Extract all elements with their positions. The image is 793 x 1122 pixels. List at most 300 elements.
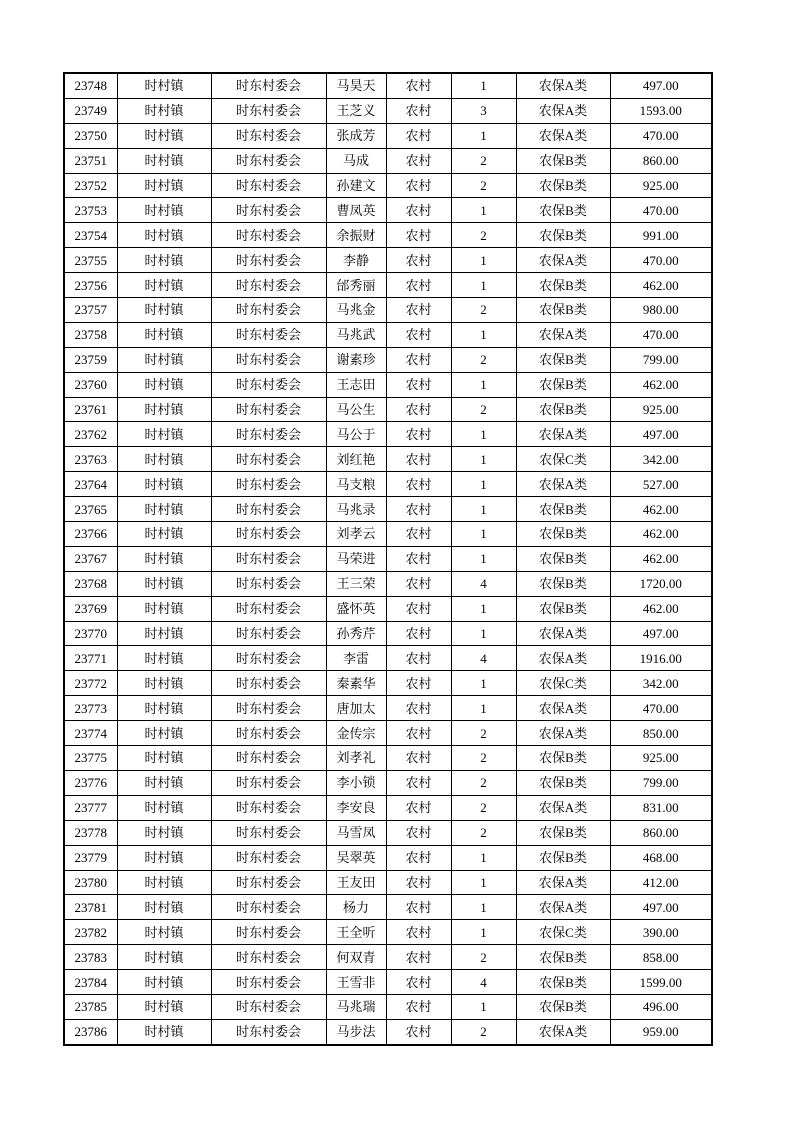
cell-residence-type: 农村 bbox=[386, 845, 451, 870]
table-row bbox=[64, 546, 712, 571]
cell-residence-type: 农村 bbox=[386, 994, 451, 1019]
cell-serial-number: 23762 bbox=[64, 422, 117, 447]
cell-amount: 342.00 bbox=[610, 447, 712, 472]
cell-village-committee: 时东村委会 bbox=[211, 970, 326, 995]
cell-person-count: 1 bbox=[451, 546, 516, 571]
cell-amount: 497.00 bbox=[610, 895, 712, 920]
cell-person-name: 马成 bbox=[326, 148, 386, 173]
cell-amount: 462.00 bbox=[610, 596, 712, 621]
cell-person-count: 1 bbox=[451, 273, 516, 298]
cell-person-name: 马公于 bbox=[326, 422, 386, 447]
cell-village-committee: 时东村委会 bbox=[211, 746, 326, 771]
cell-town: 时村镇 bbox=[117, 795, 211, 820]
cell-insurance-category: 农保B类 bbox=[516, 820, 610, 845]
table-row bbox=[64, 522, 712, 547]
cell-amount: 959.00 bbox=[610, 1019, 712, 1044]
cell-insurance-category: 农保A类 bbox=[516, 248, 610, 273]
cell-amount: 497.00 bbox=[610, 422, 712, 447]
cell-village-committee: 时东村委会 bbox=[211, 397, 326, 422]
cell-insurance-category: 农保B类 bbox=[516, 571, 610, 596]
cell-residence-type: 农村 bbox=[386, 546, 451, 571]
cell-village-committee: 时东村委会 bbox=[211, 895, 326, 920]
cell-person-count: 4 bbox=[451, 970, 516, 995]
cell-insurance-category: 农保B类 bbox=[516, 198, 610, 223]
cell-insurance-category: 农保A类 bbox=[516, 422, 610, 447]
cell-serial-number: 23749 bbox=[64, 98, 117, 123]
cell-insurance-category: 农保A类 bbox=[516, 696, 610, 721]
table-row bbox=[64, 895, 712, 920]
cell-person-name: 金传宗 bbox=[326, 721, 386, 746]
cell-village-committee: 时东村委会 bbox=[211, 422, 326, 447]
cell-person-count: 1 bbox=[451, 322, 516, 347]
cell-village-committee: 时东村委会 bbox=[211, 123, 326, 148]
cell-amount: 925.00 bbox=[610, 397, 712, 422]
table-row bbox=[64, 870, 712, 895]
cell-insurance-category: 农保B类 bbox=[516, 173, 610, 198]
cell-person-count: 1 bbox=[451, 870, 516, 895]
cell-person-count: 1 bbox=[451, 895, 516, 920]
cell-residence-type: 农村 bbox=[386, 895, 451, 920]
cell-village-committee: 时东村委会 bbox=[211, 721, 326, 746]
cell-town: 时村镇 bbox=[117, 671, 211, 696]
cell-insurance-category: 农保B类 bbox=[516, 970, 610, 995]
cell-amount: 1720.00 bbox=[610, 571, 712, 596]
cell-village-committee: 时东村委会 bbox=[211, 472, 326, 497]
cell-town: 时村镇 bbox=[117, 123, 211, 148]
cell-amount: 858.00 bbox=[610, 945, 712, 970]
cell-village-committee: 时东村委会 bbox=[211, 571, 326, 596]
cell-residence-type: 农村 bbox=[386, 970, 451, 995]
cell-residence-type: 农村 bbox=[386, 298, 451, 323]
table-row bbox=[64, 945, 712, 970]
cell-person-count: 2 bbox=[451, 721, 516, 746]
cell-town: 时村镇 bbox=[117, 945, 211, 970]
cell-residence-type: 农村 bbox=[386, 820, 451, 845]
cell-residence-type: 农村 bbox=[386, 123, 451, 148]
cell-town: 时村镇 bbox=[117, 198, 211, 223]
cell-town: 时村镇 bbox=[117, 472, 211, 497]
cell-town: 时村镇 bbox=[117, 73, 211, 98]
cell-residence-type: 农村 bbox=[386, 223, 451, 248]
cell-person-name: 王全听 bbox=[326, 920, 386, 945]
cell-amount: 342.00 bbox=[610, 671, 712, 696]
table-row bbox=[64, 273, 712, 298]
table-row bbox=[64, 372, 712, 397]
table-row bbox=[64, 721, 712, 746]
cell-residence-type: 农村 bbox=[386, 73, 451, 98]
cell-insurance-category: 农保A类 bbox=[516, 123, 610, 148]
cell-person-count: 2 bbox=[451, 746, 516, 771]
cell-amount: 496.00 bbox=[610, 994, 712, 1019]
cell-village-committee: 时东村委会 bbox=[211, 372, 326, 397]
cell-village-committee: 时东村委会 bbox=[211, 148, 326, 173]
cell-town: 时村镇 bbox=[117, 770, 211, 795]
cell-person-name: 马兆武 bbox=[326, 322, 386, 347]
cell-person-count: 1 bbox=[451, 248, 516, 273]
cell-person-count: 2 bbox=[451, 820, 516, 845]
cell-town: 时村镇 bbox=[117, 422, 211, 447]
cell-person-count: 1 bbox=[451, 497, 516, 522]
cell-amount: 470.00 bbox=[610, 696, 712, 721]
cell-person-count: 1 bbox=[451, 522, 516, 547]
cell-amount: 462.00 bbox=[610, 273, 712, 298]
cell-village-committee: 时东村委会 bbox=[211, 273, 326, 298]
cell-amount: 462.00 bbox=[610, 372, 712, 397]
cell-amount: 497.00 bbox=[610, 73, 712, 98]
cell-town: 时村镇 bbox=[117, 148, 211, 173]
cell-village-committee: 时东村委会 bbox=[211, 522, 326, 547]
cell-serial-number: 23776 bbox=[64, 770, 117, 795]
cell-person-name: 何双青 bbox=[326, 945, 386, 970]
table-row bbox=[64, 347, 712, 372]
cell-residence-type: 农村 bbox=[386, 422, 451, 447]
cell-village-committee: 时东村委会 bbox=[211, 870, 326, 895]
cell-residence-type: 农村 bbox=[386, 870, 451, 895]
cell-insurance-category: 农保C类 bbox=[516, 447, 610, 472]
cell-residence-type: 农村 bbox=[386, 447, 451, 472]
cell-insurance-category: 农保B类 bbox=[516, 546, 610, 571]
cell-person-name: 王雪非 bbox=[326, 970, 386, 995]
cell-town: 时村镇 bbox=[117, 98, 211, 123]
cell-village-committee: 时东村委会 bbox=[211, 820, 326, 845]
table-row bbox=[64, 298, 712, 323]
cell-serial-number: 23773 bbox=[64, 696, 117, 721]
cell-residence-type: 农村 bbox=[386, 646, 451, 671]
table-row bbox=[64, 795, 712, 820]
cell-serial-number: 23779 bbox=[64, 845, 117, 870]
table-row bbox=[64, 596, 712, 621]
cell-person-count: 1 bbox=[451, 422, 516, 447]
table-row bbox=[64, 173, 712, 198]
cell-town: 时村镇 bbox=[117, 522, 211, 547]
cell-village-committee: 时东村委会 bbox=[211, 945, 326, 970]
cell-town: 时村镇 bbox=[117, 621, 211, 646]
cell-person-name: 唐加太 bbox=[326, 696, 386, 721]
cell-residence-type: 农村 bbox=[386, 372, 451, 397]
table-row bbox=[64, 447, 712, 472]
cell-town: 时村镇 bbox=[117, 820, 211, 845]
cell-person-name: 马公生 bbox=[326, 397, 386, 422]
cell-person-count: 2 bbox=[451, 397, 516, 422]
cell-insurance-category: 农保B类 bbox=[516, 372, 610, 397]
cell-town: 时村镇 bbox=[117, 571, 211, 596]
table-row bbox=[64, 223, 712, 248]
cell-person-name: 曹凤英 bbox=[326, 198, 386, 223]
cell-village-committee: 时东村委会 bbox=[211, 447, 326, 472]
cell-serial-number: 23782 bbox=[64, 920, 117, 945]
table-row bbox=[64, 994, 712, 1019]
cell-insurance-category: 农保B类 bbox=[516, 298, 610, 323]
cell-village-committee: 时东村委会 bbox=[211, 671, 326, 696]
cell-village-committee: 时东村委会 bbox=[211, 696, 326, 721]
cell-amount: 925.00 bbox=[610, 746, 712, 771]
cell-insurance-category: 农保B类 bbox=[516, 148, 610, 173]
cell-serial-number: 23784 bbox=[64, 970, 117, 995]
cell-person-name: 盛怀英 bbox=[326, 596, 386, 621]
cell-town: 时村镇 bbox=[117, 970, 211, 995]
cell-serial-number: 23783 bbox=[64, 945, 117, 970]
cell-person-name: 吴翠英 bbox=[326, 845, 386, 870]
cell-serial-number: 23756 bbox=[64, 273, 117, 298]
table-row bbox=[64, 696, 712, 721]
cell-town: 时村镇 bbox=[117, 273, 211, 298]
table-row bbox=[64, 472, 712, 497]
table-row bbox=[64, 248, 712, 273]
cell-residence-type: 农村 bbox=[386, 721, 451, 746]
cell-residence-type: 农村 bbox=[386, 920, 451, 945]
payment-roster-table bbox=[63, 72, 713, 1046]
cell-amount: 527.00 bbox=[610, 472, 712, 497]
cell-serial-number: 23758 bbox=[64, 322, 117, 347]
cell-village-committee: 时东村委会 bbox=[211, 845, 326, 870]
cell-person-count: 3 bbox=[451, 98, 516, 123]
table-row bbox=[64, 422, 712, 447]
cell-residence-type: 农村 bbox=[386, 671, 451, 696]
cell-person-name: 刘红艳 bbox=[326, 447, 386, 472]
cell-person-count: 1 bbox=[451, 372, 516, 397]
cell-amount: 462.00 bbox=[610, 546, 712, 571]
cell-amount: 1916.00 bbox=[610, 646, 712, 671]
cell-town: 时村镇 bbox=[117, 696, 211, 721]
cell-village-committee: 时东村委会 bbox=[211, 920, 326, 945]
cell-village-committee: 时东村委会 bbox=[211, 621, 326, 646]
cell-insurance-category: 农保A类 bbox=[516, 73, 610, 98]
table-row bbox=[64, 845, 712, 870]
cell-residence-type: 农村 bbox=[386, 322, 451, 347]
cell-amount: 799.00 bbox=[610, 770, 712, 795]
cell-residence-type: 农村 bbox=[386, 621, 451, 646]
table-row bbox=[64, 920, 712, 945]
cell-residence-type: 农村 bbox=[386, 173, 451, 198]
cell-person-count: 1 bbox=[451, 123, 516, 148]
cell-serial-number: 23781 bbox=[64, 895, 117, 920]
table-row bbox=[64, 322, 712, 347]
cell-residence-type: 农村 bbox=[386, 98, 451, 123]
cell-village-committee: 时东村委会 bbox=[211, 223, 326, 248]
cell-serial-number: 23774 bbox=[64, 721, 117, 746]
cell-amount: 470.00 bbox=[610, 123, 712, 148]
cell-serial-number: 23761 bbox=[64, 397, 117, 422]
cell-person-count: 4 bbox=[451, 571, 516, 596]
cell-person-count: 4 bbox=[451, 646, 516, 671]
cell-person-name: 孙建文 bbox=[326, 173, 386, 198]
cell-insurance-category: 农保B类 bbox=[516, 273, 610, 298]
cell-serial-number: 23750 bbox=[64, 123, 117, 148]
cell-village-committee: 时东村委会 bbox=[211, 347, 326, 372]
cell-insurance-category: 农保B类 bbox=[516, 347, 610, 372]
cell-town: 时村镇 bbox=[117, 596, 211, 621]
cell-serial-number: 23751 bbox=[64, 148, 117, 173]
cell-serial-number: 23754 bbox=[64, 223, 117, 248]
cell-person-name: 刘孝云 bbox=[326, 522, 386, 547]
cell-residence-type: 农村 bbox=[386, 347, 451, 372]
cell-serial-number: 23770 bbox=[64, 621, 117, 646]
cell-person-name: 余振财 bbox=[326, 223, 386, 248]
cell-insurance-category: 农保B类 bbox=[516, 945, 610, 970]
cell-person-count: 2 bbox=[451, 223, 516, 248]
cell-town: 时村镇 bbox=[117, 870, 211, 895]
cell-amount: 462.00 bbox=[610, 497, 712, 522]
cell-person-count: 2 bbox=[451, 1019, 516, 1044]
cell-amount: 470.00 bbox=[610, 198, 712, 223]
cell-amount: 1593.00 bbox=[610, 98, 712, 123]
cell-serial-number: 23777 bbox=[64, 795, 117, 820]
cell-amount: 462.00 bbox=[610, 522, 712, 547]
table-row bbox=[64, 123, 712, 148]
cell-village-committee: 时东村委会 bbox=[211, 198, 326, 223]
cell-serial-number: 23763 bbox=[64, 447, 117, 472]
cell-residence-type: 农村 bbox=[386, 148, 451, 173]
cell-person-count: 2 bbox=[451, 795, 516, 820]
table-row bbox=[64, 646, 712, 671]
cell-person-count: 1 bbox=[451, 73, 516, 98]
cell-amount: 980.00 bbox=[610, 298, 712, 323]
cell-person-count: 1 bbox=[451, 596, 516, 621]
cell-serial-number: 23785 bbox=[64, 994, 117, 1019]
cell-serial-number: 23778 bbox=[64, 820, 117, 845]
cell-residence-type: 农村 bbox=[386, 522, 451, 547]
cell-town: 时村镇 bbox=[117, 546, 211, 571]
table-row bbox=[64, 571, 712, 596]
cell-residence-type: 农村 bbox=[386, 1019, 451, 1044]
cell-person-count: 1 bbox=[451, 447, 516, 472]
cell-town: 时村镇 bbox=[117, 298, 211, 323]
table-row bbox=[64, 198, 712, 223]
cell-insurance-category: 农保B类 bbox=[516, 397, 610, 422]
cell-person-name: 孙秀芹 bbox=[326, 621, 386, 646]
cell-village-committee: 时东村委会 bbox=[211, 1019, 326, 1044]
cell-amount: 412.00 bbox=[610, 870, 712, 895]
cell-residence-type: 农村 bbox=[386, 273, 451, 298]
cell-person-name: 马昊天 bbox=[326, 73, 386, 98]
cell-person-name: 马雪凤 bbox=[326, 820, 386, 845]
cell-residence-type: 农村 bbox=[386, 596, 451, 621]
cell-amount: 850.00 bbox=[610, 721, 712, 746]
cell-serial-number: 23752 bbox=[64, 173, 117, 198]
cell-person-count: 1 bbox=[451, 621, 516, 646]
cell-person-count: 1 bbox=[451, 198, 516, 223]
cell-insurance-category: 农保B类 bbox=[516, 746, 610, 771]
cell-amount: 390.00 bbox=[610, 920, 712, 945]
cell-person-name: 马兆瑞 bbox=[326, 994, 386, 1019]
cell-village-committee: 时东村委会 bbox=[211, 322, 326, 347]
cell-person-name: 王三荣 bbox=[326, 571, 386, 596]
table-row bbox=[64, 397, 712, 422]
cell-person-count: 1 bbox=[451, 845, 516, 870]
table-row bbox=[64, 671, 712, 696]
cell-person-name: 马兆录 bbox=[326, 497, 386, 522]
cell-serial-number: 23757 bbox=[64, 298, 117, 323]
cell-person-count: 2 bbox=[451, 770, 516, 795]
cell-insurance-category: 农保B类 bbox=[516, 522, 610, 547]
cell-town: 时村镇 bbox=[117, 173, 211, 198]
cell-serial-number: 23780 bbox=[64, 870, 117, 895]
cell-insurance-category: 农保A类 bbox=[516, 646, 610, 671]
cell-town: 时村镇 bbox=[117, 646, 211, 671]
cell-amount: 470.00 bbox=[610, 322, 712, 347]
cell-residence-type: 农村 bbox=[386, 248, 451, 273]
cell-person-count: 1 bbox=[451, 994, 516, 1019]
cell-person-name: 张成芳 bbox=[326, 123, 386, 148]
cell-town: 时村镇 bbox=[117, 223, 211, 248]
cell-insurance-category: 农保A类 bbox=[516, 870, 610, 895]
cell-residence-type: 农村 bbox=[386, 770, 451, 795]
cell-residence-type: 农村 bbox=[386, 795, 451, 820]
cell-serial-number: 23766 bbox=[64, 522, 117, 547]
cell-person-name: 李小锁 bbox=[326, 770, 386, 795]
table-row bbox=[64, 148, 712, 173]
cell-person-count: 1 bbox=[451, 696, 516, 721]
cell-town: 时村镇 bbox=[117, 347, 211, 372]
cell-insurance-category: 农保B类 bbox=[516, 770, 610, 795]
cell-person-count: 1 bbox=[451, 472, 516, 497]
cell-amount: 497.00 bbox=[610, 621, 712, 646]
cell-serial-number: 23760 bbox=[64, 372, 117, 397]
table-row bbox=[64, 970, 712, 995]
cell-person-name: 李静 bbox=[326, 248, 386, 273]
cell-person-name: 谢素珍 bbox=[326, 347, 386, 372]
cell-insurance-category: 农保A类 bbox=[516, 472, 610, 497]
cell-serial-number: 23772 bbox=[64, 671, 117, 696]
cell-town: 时村镇 bbox=[117, 746, 211, 771]
cell-serial-number: 23769 bbox=[64, 596, 117, 621]
cell-residence-type: 农村 bbox=[386, 746, 451, 771]
cell-person-count: 1 bbox=[451, 920, 516, 945]
table-row bbox=[64, 770, 712, 795]
cell-person-count: 2 bbox=[451, 298, 516, 323]
cell-insurance-category: 农保B类 bbox=[516, 497, 610, 522]
cell-village-committee: 时东村委会 bbox=[211, 73, 326, 98]
cell-village-committee: 时东村委会 bbox=[211, 98, 326, 123]
cell-residence-type: 农村 bbox=[386, 497, 451, 522]
cell-person-name: 王志田 bbox=[326, 372, 386, 397]
cell-village-committee: 时东村委会 bbox=[211, 248, 326, 273]
cell-serial-number: 23753 bbox=[64, 198, 117, 223]
cell-insurance-category: 农保A类 bbox=[516, 795, 610, 820]
cell-village-committee: 时东村委会 bbox=[211, 497, 326, 522]
cell-town: 时村镇 bbox=[117, 322, 211, 347]
cell-insurance-category: 农保C类 bbox=[516, 920, 610, 945]
cell-town: 时村镇 bbox=[117, 920, 211, 945]
cell-town: 时村镇 bbox=[117, 994, 211, 1019]
cell-person-name: 马荣进 bbox=[326, 546, 386, 571]
cell-village-committee: 时东村委会 bbox=[211, 795, 326, 820]
table-row bbox=[64, 98, 712, 123]
cell-town: 时村镇 bbox=[117, 447, 211, 472]
cell-insurance-category: 农保A类 bbox=[516, 322, 610, 347]
cell-person-name: 王友田 bbox=[326, 870, 386, 895]
cell-village-committee: 时东村委会 bbox=[211, 770, 326, 795]
table-row bbox=[64, 820, 712, 845]
cell-serial-number: 23759 bbox=[64, 347, 117, 372]
cell-person-count: 1 bbox=[451, 671, 516, 696]
cell-residence-type: 农村 bbox=[386, 945, 451, 970]
cell-amount: 470.00 bbox=[610, 248, 712, 273]
cell-person-name: 马兆金 bbox=[326, 298, 386, 323]
cell-person-count: 2 bbox=[451, 347, 516, 372]
cell-serial-number: 23755 bbox=[64, 248, 117, 273]
cell-person-name: 李雷 bbox=[326, 646, 386, 671]
cell-town: 时村镇 bbox=[117, 372, 211, 397]
cell-town: 时村镇 bbox=[117, 397, 211, 422]
cell-person-name: 李安良 bbox=[326, 795, 386, 820]
cell-amount: 860.00 bbox=[610, 820, 712, 845]
cell-person-name: 秦素华 bbox=[326, 671, 386, 696]
cell-village-committee: 时东村委会 bbox=[211, 646, 326, 671]
cell-residence-type: 农村 bbox=[386, 571, 451, 596]
cell-person-count: 2 bbox=[451, 148, 516, 173]
cell-insurance-category: 农保C类 bbox=[516, 671, 610, 696]
